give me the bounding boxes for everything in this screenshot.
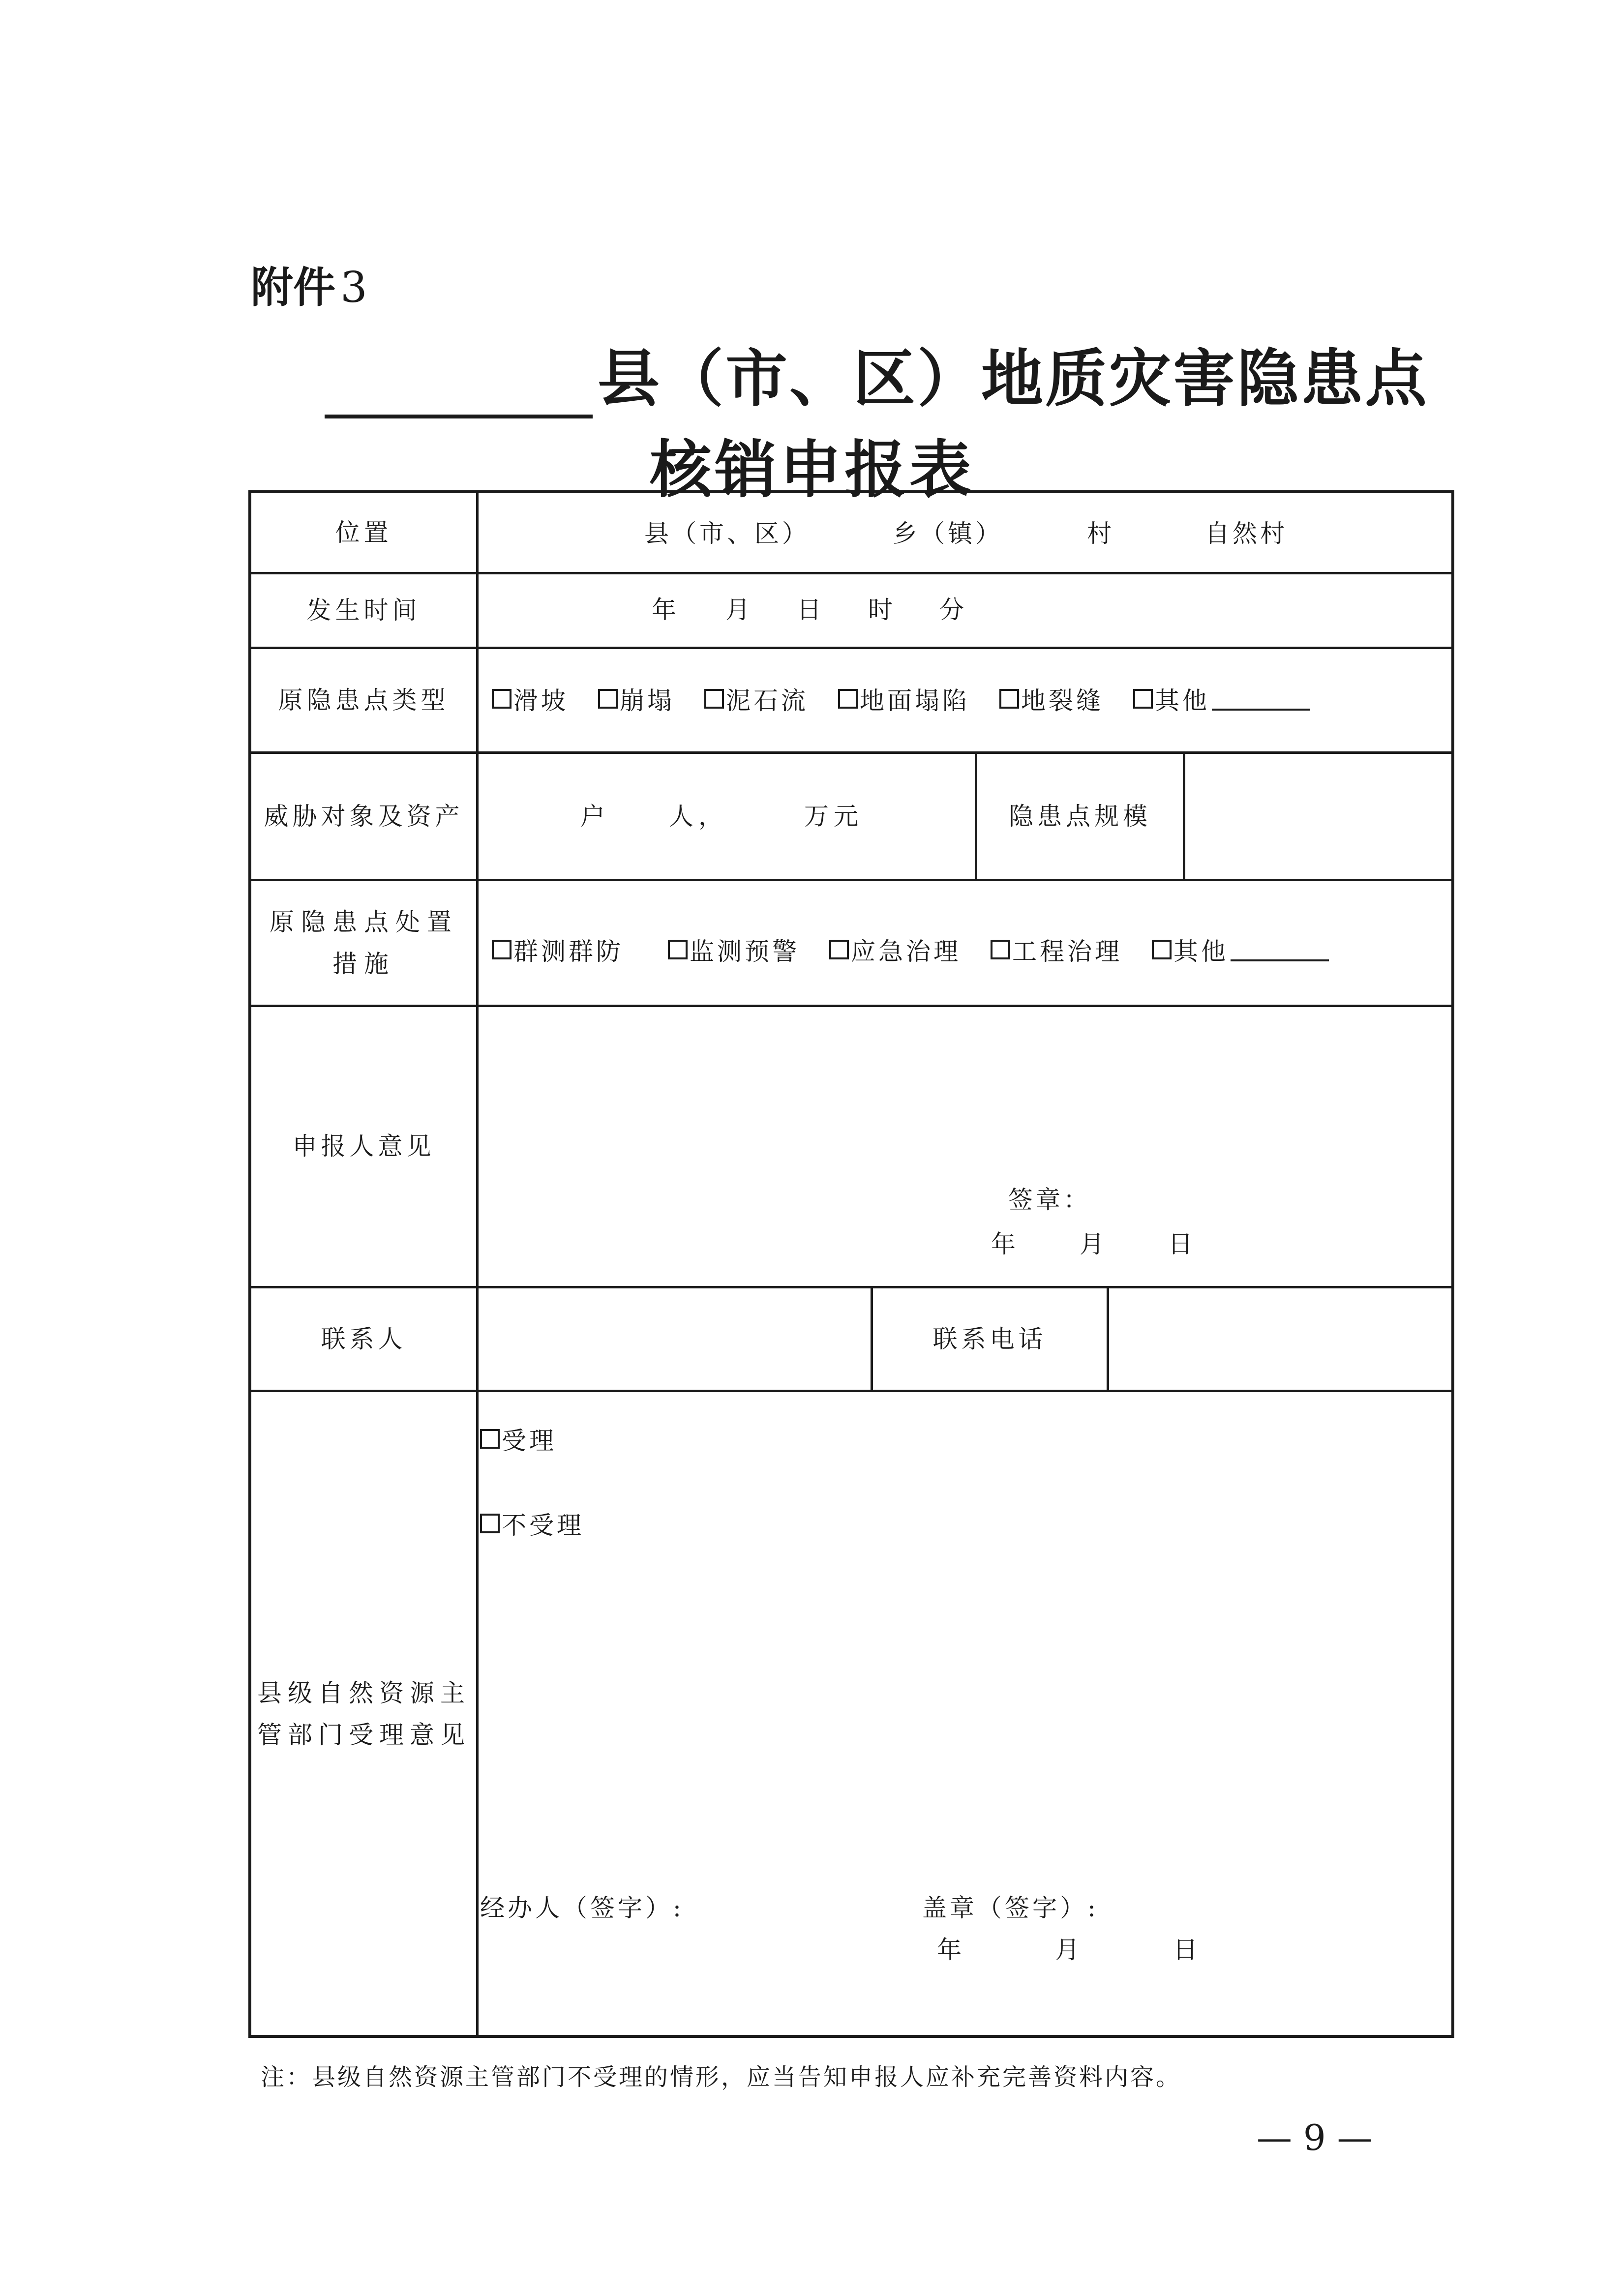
option-other-type[interactable]: 其他 [1133, 681, 1310, 716]
measures-label: 原隐患点处置措施 [270, 907, 458, 978]
opinion-date: 年 月 日 [991, 1230, 1198, 1258]
checkbox-icon [999, 689, 1019, 709]
checkbox-icon [598, 689, 618, 709]
time-day: 日 [797, 596, 824, 624]
option-warning[interactable]: 监测预警 [668, 932, 800, 967]
location-label: 位置 [335, 518, 392, 547]
review-date: 年 月 日 [937, 1936, 1203, 1964]
county-name-blank[interactable] [325, 360, 593, 418]
form-title: 县（市、区）地质灾害隐患点 [325, 329, 1407, 418]
option-other-measure[interactable]: 其他 [1152, 932, 1329, 967]
option-reject[interactable]: 不受理 [480, 1506, 584, 1541]
option-group-monitoring[interactable]: 群测群防 [492, 932, 624, 967]
form-subtitle: 核销申报表 [650, 434, 974, 506]
hazard-type-label: 原隐患点类型 [278, 686, 450, 715]
option-ground-subsidence[interactable]: 地面塌陷 [838, 681, 970, 716]
page-number: — 9 — [1257, 2117, 1373, 2158]
option-debris-flow[interactable]: 泥石流 [704, 681, 809, 716]
checkbox-icon [1133, 689, 1153, 709]
scale-label: 隐患点规模 [1009, 802, 1151, 831]
opinion-label: 申报人意见 [292, 1132, 435, 1161]
checkbox-icon [704, 689, 724, 709]
checkbox-icon [1152, 940, 1172, 959]
time-month: 月 [725, 596, 753, 624]
checkbox-icon [492, 689, 511, 709]
other-measure-blank[interactable] [1231, 938, 1329, 961]
contact-label: 联系人 [321, 1324, 407, 1353]
option-ground-fissure[interactable]: 地裂缝 [999, 681, 1104, 716]
opinion-sign: 签章： [1008, 1186, 1091, 1214]
threat-value: 户 人， 万元 [580, 802, 863, 831]
attachment-label: 附件 3 [251, 263, 367, 312]
handler-signature: 经办人（签字）: [480, 1894, 684, 1922]
location-village: 村 [1087, 519, 1114, 548]
checkbox-icon [991, 940, 1010, 959]
checkbox-icon [668, 940, 688, 959]
option-emergency[interactable]: 应急治理 [829, 932, 961, 967]
time-minute: 分 [939, 596, 967, 624]
other-type-blank[interactable] [1212, 687, 1310, 711]
location-county: 县（市、区） [644, 519, 810, 548]
checkbox-icon [829, 940, 849, 959]
time-label: 发生时间 [306, 596, 421, 625]
location-natural-village: 自然村 [1205, 519, 1288, 548]
checkbox-icon [492, 940, 511, 959]
threat-label: 威胁对象及资产 [264, 802, 464, 831]
review-label: 县级自然资源主管部门受理意见 [257, 1679, 471, 1749]
footnote: 注：县级自然资源主管部门不受理的情形，应当告知申报人应补充完善资料内容。 [261, 2063, 1182, 2091]
location-town: 乡（镇） [893, 519, 1003, 548]
seal-signature: 盖章（签字）: [922, 1894, 1099, 1922]
option-accept[interactable]: 受理 [480, 1421, 557, 1457]
phone-label: 联系电话 [932, 1324, 1047, 1353]
time-hour: 时 [868, 596, 896, 624]
option-engineering[interactable]: 工程治理 [991, 932, 1122, 967]
checkbox-icon [838, 689, 858, 709]
time-year: 年 [652, 596, 679, 624]
option-landslide[interactable]: 滑坡 [492, 681, 569, 716]
option-collapse[interactable]: 崩塌 [598, 681, 675, 716]
checkbox-icon [480, 1429, 500, 1449]
checkbox-icon [480, 1514, 500, 1533]
